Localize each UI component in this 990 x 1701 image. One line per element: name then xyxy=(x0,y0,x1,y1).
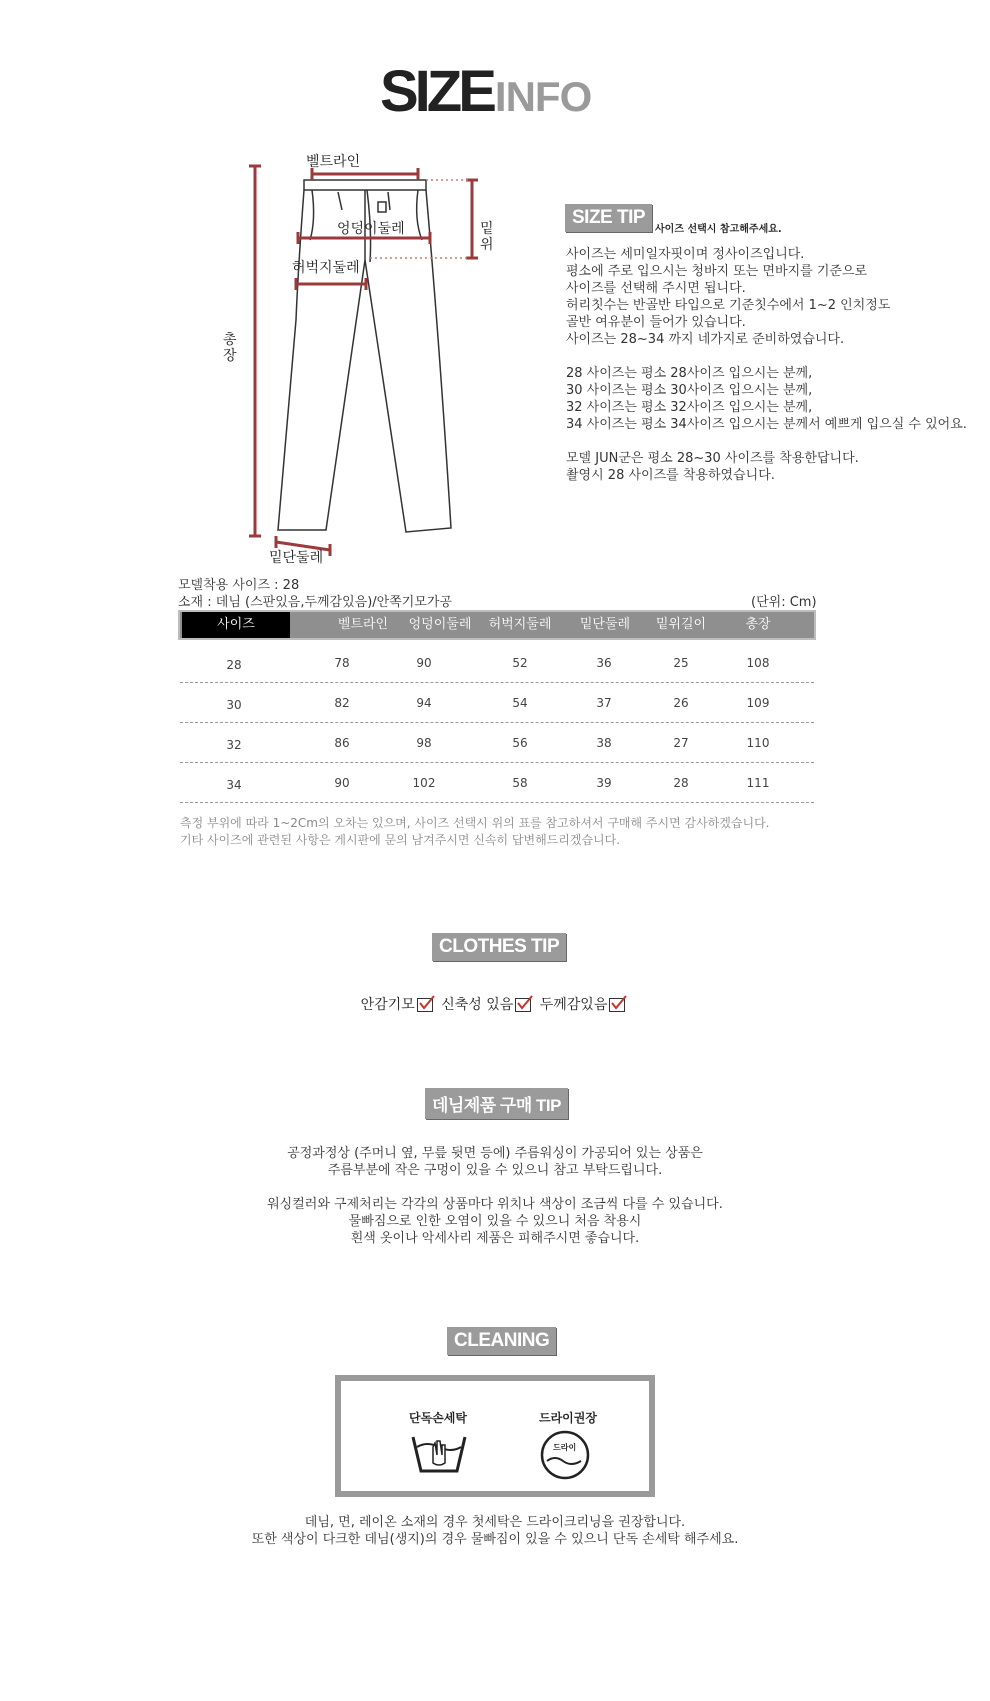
title-main: SIZE xyxy=(380,59,493,124)
cell-belt: 86 xyxy=(334,736,350,750)
cell-belt: 78 xyxy=(334,656,350,670)
header-length: 총장 xyxy=(745,617,771,632)
cell-hem: 39 xyxy=(596,776,612,790)
rise-label-top: 밑 xyxy=(480,221,494,237)
cleaning-badge: CLEANING xyxy=(447,1327,556,1355)
check-icon xyxy=(515,998,531,1012)
cell-rise: 25 xyxy=(673,656,689,670)
cell-thigh: 52 xyxy=(512,656,528,670)
header-hem: 밑단둘레 xyxy=(579,617,631,632)
clothes-tip-item: 안감기모 xyxy=(360,997,415,1013)
belt-line-label: 벨트라인 xyxy=(306,154,361,170)
rise-label-bottom: 위 xyxy=(480,237,494,253)
cell-thigh: 56 xyxy=(512,736,528,750)
header-hip: 엉덩이둘레 xyxy=(408,617,472,632)
cell-hip: 98 xyxy=(416,736,432,750)
cell-hem: 37 xyxy=(596,696,612,710)
check-icon xyxy=(417,998,433,1012)
cell-length: 108 xyxy=(746,656,770,670)
header-size: 사이즈 xyxy=(182,612,290,638)
clothes-tip-item: 두께감있음 xyxy=(539,997,608,1013)
table-row xyxy=(180,722,814,763)
cell-hip: 94 xyxy=(416,696,432,710)
cell-thigh: 58 xyxy=(512,776,528,790)
size-info-title xyxy=(380,58,592,124)
hem-label: 밑단둘레 xyxy=(269,550,324,566)
header-rise: 밑위길이 xyxy=(655,617,707,632)
cell-rise: 26 xyxy=(673,696,689,710)
hip-label: 엉덩이둘레 xyxy=(337,221,405,237)
table-row xyxy=(180,642,814,683)
clothes-tip-item: 신축성 있음 xyxy=(441,997,514,1013)
cell-thigh: 54 xyxy=(512,696,528,710)
cell-length: 111 xyxy=(746,776,770,790)
cell-size: 34 xyxy=(226,778,242,792)
cell-size: 32 xyxy=(226,738,242,752)
header-thigh: 허벅지둘레 xyxy=(488,617,552,632)
clothes-tip-badge: CLOTHES TIP xyxy=(432,933,566,961)
dry-clean-icon xyxy=(537,1429,593,1481)
table-row xyxy=(180,682,814,723)
cell-length: 110 xyxy=(746,736,770,750)
cell-belt: 82 xyxy=(334,696,350,710)
cell-size: 28 xyxy=(226,658,242,672)
header-belt: 벨트라인 xyxy=(337,617,389,632)
cell-hem: 38 xyxy=(596,736,612,750)
cell-size: 30 xyxy=(226,698,242,712)
check-icon xyxy=(609,998,625,1012)
length-label-bottom: 장 xyxy=(223,348,237,364)
hand-wash-icon xyxy=(409,1433,469,1477)
hand-wash-label: 단독손세탁 xyxy=(409,1411,467,1425)
denim-tip-badge: 데님제품 구매 TIP xyxy=(425,1088,568,1119)
cell-rise: 28 xyxy=(673,776,689,790)
material: 소재 : 데님 (스판있음,두께감있음)/안쪽기모가공 xyxy=(178,595,453,610)
model-size: 모델착용 사이즈 : 28 xyxy=(178,578,300,593)
cleaning-icons-frame xyxy=(335,1375,655,1497)
table-row xyxy=(180,762,814,803)
thigh-label: 허벅지둘레 xyxy=(292,260,360,276)
dry-clean-label: 드라이권장 xyxy=(539,1411,597,1425)
size-table-header xyxy=(178,610,816,640)
cleaning-body: 데님, 면, 레이온 소재의 경우 첫세탁은 드라이크리닝을 권장합니다. 또한 색상이 다크한 데님(생지)의 경우 물빠짐이 있을 수 있으니 단독 손세탁 해주세요. xyxy=(251,1515,739,1547)
cell-hem: 36 xyxy=(596,656,612,670)
clothes-tip-list xyxy=(0,994,990,1014)
size-tip-note: 사이즈 선택시 참고해주세요. xyxy=(655,224,782,235)
cell-length: 109 xyxy=(746,696,770,710)
pants-diagram xyxy=(230,150,490,560)
unit-label: (단위: Cm) xyxy=(751,595,817,610)
length-label-top: 총 xyxy=(223,332,237,348)
cell-belt: 90 xyxy=(334,776,350,790)
denim-tip-body: 공정과정상 (주머니 옆, 무릎 뒷면 등에) 주름워싱이 가공되어 있는 상품은 주름부분에 작은 구멍이 있을 수 있으니 참고 부탁드립니다. 워싱컬러와 구제처리는 각각의 상품마다 위치나 색상이 조금씩 다를 수 있습니다. 물빠짐으로 인한 오염이 있을 수 있으니 처음 착용시 흰색 옷이나 악세사리 제품은 피해주시면 좋습니다. xyxy=(267,1146,723,1246)
size-tip-badge: SIZE TIP xyxy=(565,204,652,232)
table-note: 측정 부위에 따라 1~2Cm의 오차는 있으며, 사이즈 선택시 위의 표를 참고하셔서 구매해 주시면 감사하겠습니다. 기타 사이즈에 관련된 사항은 게시판에 문의 남겨주시면 신속히 답변해드리겠습니다. xyxy=(180,816,770,847)
cell-hip: 102 xyxy=(412,776,436,790)
cell-hip: 90 xyxy=(416,656,432,670)
title-sub: INFO xyxy=(494,73,592,120)
size-tip-body: 사이즈는 세미일자핏이며 정사이즈입니다. 평소에 주로 입으시는 청바지 또는 면바지를 기준으로 사이즈를 선택해 주시면 됩니다. 허리칫수는 반골반 타입으로 기준칫수에서 1~2 인치정도 골반 여유분이 들어가 있습니다. 사이즈는 28~34 까지 네가지로 준비하였습니다. 28 사이즈는 평소 28사이즈 입으시는 분께, 30 사이즈는 평소 30사이즈 입으시는 분께, 32 사이즈는 평소 32사이즈 입으시는 분께, 34 사이즈는 평소 34사이즈 입으시는 분께서 예쁘게 입으실 수 있어요. 모델 JUN군은 평소 28~30 사이즈를 착용한답니다. 촬영시 28 사이즈를 착용하였습니다. xyxy=(566,247,967,483)
dry-icon-text: 드라이 xyxy=(553,1443,577,1452)
cell-rise: 27 xyxy=(673,736,689,750)
